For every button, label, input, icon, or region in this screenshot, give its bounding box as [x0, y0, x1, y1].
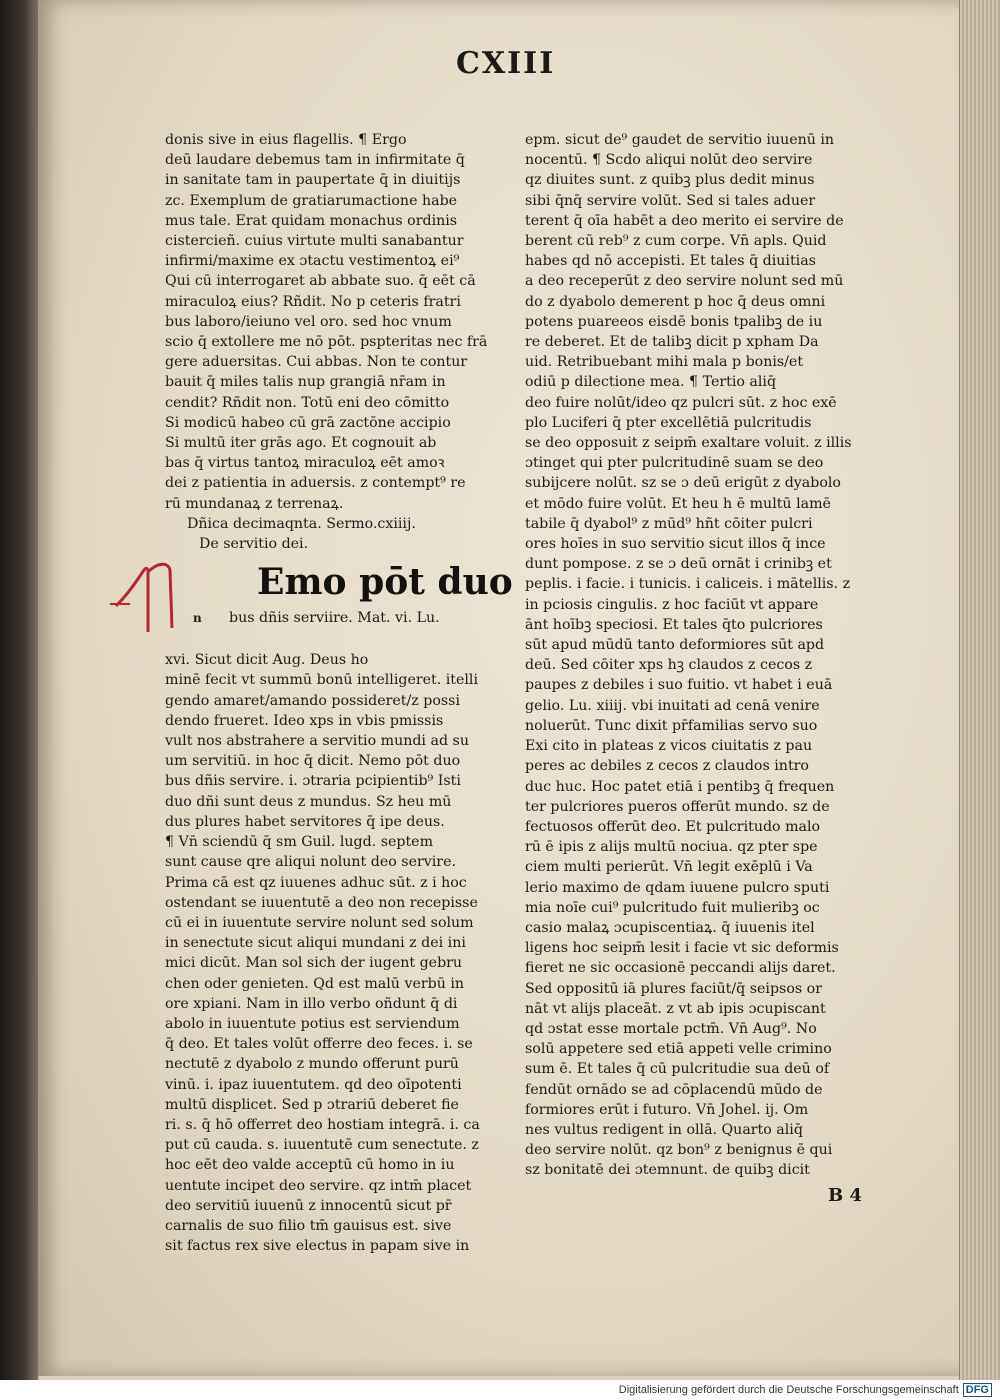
opening-continuation: bus dñis serviire. Mat. vi. Lu.	[229, 610, 440, 627]
guide-letter: n	[193, 611, 202, 626]
text-line: qz diuites sunt. z quibꝫ plus dedit minus	[525, 172, 815, 189]
text-line: multū displicet. Sed p ɔtrariū deberet fie	[165, 1096, 459, 1113]
text-line: chen oder genieten. Qd est malū verbū in	[165, 975, 465, 992]
text-line: vinū. i. ipaz iuuentutem. qd deo oīpotenti	[165, 1076, 462, 1093]
text-line: cistercieñ. cuius virtute multi sanabantur	[165, 233, 464, 250]
text-line: rū ē ipis z alijs multū nociua. qz pter spe	[525, 839, 818, 856]
text-line: ɔtinget qui pter pulcritudinē suam se deo	[525, 455, 824, 472]
left-column	[165, 130, 513, 1256]
text-line: duo dñi sunt deus z mundus. Sz heu mū	[165, 793, 452, 810]
text-line: cū ei in iuuentute servire nolunt sed solum	[165, 914, 474, 931]
dfg-logo: DFG	[963, 1383, 992, 1397]
text-line: mus tale. Erat quidam monachus ordinis	[165, 212, 458, 229]
text-line: qd ɔstat esse mortale pctm̄. Vn̄ Aug⁹. No	[525, 1020, 817, 1037]
text-line: bus laboro/ieiuno vel oro. sed hoc vnum	[165, 313, 452, 330]
text-line: nes vultus redigent in ollā. Quarto aliq̄	[525, 1121, 803, 1138]
text-line: sunt cause qre aliqui nolunt deo servire.	[165, 854, 456, 871]
text-line: minē fecit vt summū bonū intelligeret. itelli	[165, 672, 478, 689]
text-line: casio malaꝝ ɔcupiscentiaꝝ. q̄ iuuenis itel	[525, 919, 815, 936]
text-line: carnalis de suo filio tm̄ gauisus est. sive	[165, 1217, 452, 1234]
text-line: um servitiū. in hoc q̄ dicit. Nemo pōt duo	[165, 753, 461, 770]
text-line: dei z patientia in aduersis. z contempt⁹ re	[165, 475, 466, 492]
folio-number: CXIII	[456, 46, 556, 81]
text-line: deo servire nolūt. qz bon⁹ z benignus ē qui	[525, 1142, 833, 1159]
right-column-text	[525, 130, 865, 1181]
text-line: tabile q̄ dyabol⁹ z mūd⁹ hñt cōiter pulcri	[525, 515, 813, 532]
text-line: Qui cū interrogaret ab abbate suo. q̄ eēt cā	[165, 273, 476, 290]
right-column	[525, 130, 865, 1181]
sermon-title: De servitio dei.	[199, 536, 309, 553]
page-edges	[959, 0, 1000, 1380]
text-line: subijcere nolūt. sz se ɔ deū erigūt z dyabolo	[525, 475, 841, 492]
text-line: gelio. Lu. xiiij. vbi inuitati ad cenā venire	[525, 697, 820, 714]
text-line: in sanitate tam in paupertate q̄ in diuitijs	[165, 172, 461, 189]
text-line: uid. Retribuebant mihi mala p bonis/et	[525, 354, 804, 371]
text-line: scio q̄ extollere me nō pōt. pspteritas nec frā	[165, 334, 488, 351]
text-line: duc huc. Hoc patet etiā i pentibꝫ q̄ frequen	[525, 778, 835, 795]
text-line: deo fuire nolūt/ideo qz pulcri sūt. z hoc exē	[525, 394, 837, 411]
left-column-text-top	[165, 130, 505, 514]
text-line: ri. s. q̄ hō offerret deo hostiam integrā. i. ca	[165, 1116, 480, 1133]
text-line: berent cū reb⁹ z cum corpe. Vn̄ apls. Quid	[525, 233, 827, 250]
text-line: put cū cauda. s. iuuentutē cum senectute. z	[165, 1137, 479, 1154]
text-line: paupes z debiles i suo fuitio. vt habet i euā	[525, 677, 833, 694]
text-line: abolo in iuuentute potius est serviendum	[165, 1015, 460, 1032]
text-line: ¶ Vn̄ sciendū q̄ sm Guil. lugd. septem	[165, 834, 434, 851]
text-line: re deberet. Et de talibꝫ dicit p xpham Da	[525, 334, 819, 351]
text-line: se deo opposuit z seipm̄ exaltare voluit. z illis	[525, 435, 852, 452]
left-column-text-bottom	[165, 650, 505, 1256]
text-line: sūt apud mūdū tanto deformiores sūt apd	[525, 637, 825, 654]
text-line: dunt pompose. z se ɔ deū ornāt i crinibꝫ et	[525, 556, 832, 573]
text-line: noluerūt. Tunc dixit pr̄familias servo suo	[525, 717, 818, 734]
text-line: xvi. Sicut dicit Aug. Deus ho	[165, 652, 369, 669]
text-line: rū mundanaꝝ z terrenaꝝ.	[165, 495, 344, 512]
text-line: sz bonitatē dei ɔtemnunt. de quibꝫ dicit	[525, 1162, 810, 1179]
text-line: cendit? Rñdit non. Totū eni deo cōmitto	[165, 394, 450, 411]
text-line: dus plures habet servitores q̄ ipe deus.	[165, 813, 445, 830]
text-line: vult nos abstrahere a servitio mundi ad su	[165, 733, 469, 750]
text-line: nectutē z dyabolo z mundo offerunt purū	[165, 1056, 459, 1073]
text-line: donis sive in eius flagellis. ¶ Ergo	[165, 132, 407, 148]
text-line: fieret ne sic occasionē peccandi alijs daret.	[525, 960, 836, 977]
text-line: lerio maximo de qdam iuuene pulcro sputi	[525, 879, 830, 896]
text-line: Exi cito in plateas z vicos ciuitatis z pau	[525, 738, 813, 755]
text-line: deū laudare debemus tam in infirmitate q̄	[165, 152, 465, 169]
text-line: in pciosis cingulis. z hoc faciūt vt appare	[525, 596, 819, 613]
text-line: ostendant se iuuentutē a deo non recepisse	[165, 894, 478, 911]
text-line: Sed oppositū iā plures faciūt/q̄ seipsos or	[525, 980, 822, 997]
text-line: bas q̄ virtus tantoꝝ miraculoꝝ eēt amoꝛ	[165, 455, 445, 472]
text-line: a deo receperūt z deo servire nolunt sed mū	[525, 273, 844, 290]
text-line: deū. Sed cōiter xps hꝫ claudos z cecos z	[525, 657, 813, 674]
text-line: zc. Exemplum de gratiarumactione habe	[165, 192, 458, 209]
text-line: Si multū iter grās ago. Et cognouit ab	[165, 435, 437, 452]
text-line: sit factus rex sive electus in papam sive in	[165, 1238, 470, 1255]
text-line: uentute incipet deo servire. qz intm̄ placet	[165, 1177, 472, 1194]
opening-words: Emo pōt duo	[257, 561, 513, 604]
text-line: ānt hoībꝫ speciosi. Et tales q̄to pulcriores	[525, 616, 823, 633]
signature-mark: B 4	[828, 1185, 863, 1206]
text-line: mici dicūt. Man sol sich der iugent gebru	[165, 955, 463, 972]
text-line: terent q̄ oīa habēt a deo merito ei servire de	[525, 212, 844, 229]
text-line: hoc eēt deo valde acceptū cū homo in iu	[165, 1157, 455, 1174]
text-line: gendo amaret/amando possideret/z possi	[165, 692, 460, 709]
text-line: ore xpiani. Nam in illo verbo oñdunt q̄ di	[165, 995, 458, 1012]
text-line: plo Luciferi q̄ pter excellētiā pulcritudis	[525, 414, 812, 431]
text-line: in senectute sicut aliqui mundani z dei ini	[165, 935, 466, 952]
text-line: ores hoīes in suo servitio sicut illos q̄ ince	[525, 536, 826, 553]
text-line: q̄ deo. Et tales volūt offerre deo feces. i. se	[165, 1036, 473, 1053]
text-line: fectuosos offerūt deo. Et pulcritudo malo	[525, 818, 821, 835]
text-line: peplis. i facie. i tunicis. i caliceis. i mātellis. z	[525, 576, 851, 593]
text-line: fendūt ornādo se ad cōplacendū mūdo de	[525, 1081, 823, 1098]
text-line: Si modicū habeo cū grā zactōne accipio	[165, 414, 451, 431]
text-line: bauit q̄ miles talis nup grangiā nr̄am in	[165, 374, 446, 391]
text-line: potens puareeos eisdē bonis tpalibꝫ de iu	[525, 313, 823, 330]
text-line: nāt vt alijs placeāt. z vt ab ipis ɔcupiscant	[525, 1000, 826, 1017]
text-line: et mōdo fuire volūt. Et heu h ē multū lamē	[525, 495, 831, 512]
text-line: infirmi/maxime ex ɔtactu vestimentoꝝ ei⁹	[165, 253, 460, 270]
footer-bar	[0, 1380, 1000, 1400]
text-line: odiū p dilectione mea. ¶ Tertio aliq̄	[525, 374, 777, 391]
text-line: ligens hoc seipm̄ lesit i facie vt sic deformis	[525, 940, 839, 957]
text-line: Prima cā est qz iuuenes adhuc sūt. z i hoc	[165, 874, 467, 891]
text-line: epm. sicut de⁹ gaudet de servitio iuuenū in	[525, 132, 835, 148]
book-page	[38, 0, 962, 1376]
text-line: mia noīe cui⁹ pulcritudo fuit mulieribꝫ oc	[525, 899, 820, 916]
rubricated-initial-n	[110, 548, 180, 638]
text-line: peres ac debiles z cecos z claudos intro	[525, 758, 809, 775]
text-line: bus dñis servire. i. ɔtraria pcipientib⁹ Isti	[165, 773, 461, 790]
text-line: gere aduersitas. Cui abbas. Non te contur	[165, 354, 468, 371]
text-line: nocentū. ¶ Scdo aliqui nolūt deo servire	[525, 152, 813, 169]
text-line: dendo frueret. Ideo xps in vbis pmissis	[165, 712, 444, 729]
text-line: solū appetere sed etiā appeti velle crimino	[525, 1041, 832, 1058]
section-heading: Dñica decimaqnta. Sermo.cxiiij.	[187, 515, 416, 532]
text-line: habes qd nō accepisti. Et tales q̄ diuitias	[525, 253, 816, 270]
text-line: ciem multi perierūt. Vn̄ legit exēplū i Va	[525, 859, 813, 876]
text-line: ter pulcriores pueros offerūt mundo. sz de	[525, 798, 830, 815]
funding-notice: Digitalisierung gefördert durch die Deutsche Forschungsgemeinschaft	[618, 1384, 959, 1396]
text-line: miraculoꝝ eius? Rñdit. No p ceteris fratri	[165, 293, 461, 310]
text-line: sum ē. Et tales q̄ cū pulcritudie sua deū of	[525, 1061, 830, 1078]
text-line: deo servitiū iuuenū z innocentū sicut pr̄	[165, 1197, 452, 1214]
text-line: do z dyabolo demerent p hoc q̄ deus omni	[525, 293, 826, 310]
book-spine	[0, 0, 38, 1380]
text-line: formiores erūt i futuro. Vn̄ Johel. ij. Om	[525, 1101, 809, 1118]
initial-block	[165, 561, 513, 652]
text-line: sibi q̄nq̄ servire volūt. Sed si tales aduer	[525, 192, 816, 209]
